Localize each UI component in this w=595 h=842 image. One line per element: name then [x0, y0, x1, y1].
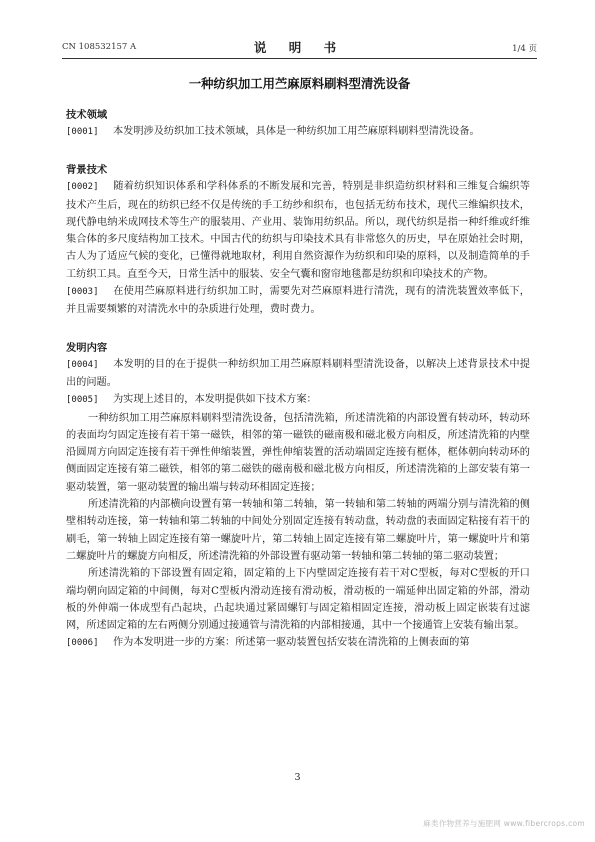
paragraph-text: 作为本发明进一步的方案：所述第一驱动装置包括安装在清洗箱的上侧表面的第 — [113, 637, 470, 649]
paragraph-number: [0004] — [66, 359, 99, 370]
document-title: 一种纺织加工用苎麻原料刷料型清洗设备 — [188, 76, 411, 91]
spacer — [66, 141, 530, 162]
header-rule — [62, 58, 537, 59]
publication-number: CN 108532157 A — [62, 42, 137, 52]
site-watermark: 麻类作物营养与施肥网 www.fibercrops.com — [423, 819, 585, 828]
paragraph-0005-part-c: 所述清洗箱的下部设置有固定箱，固定箱的上下内壁固定连接有若干对C型板，每对C型板的开口端均朝向固定箱的中间侧，每对C型板内滑动连接有滑动板，滑动板的一端延伸出固定箱的外部，滑动板的外伸端一体成型有凸起块，凸起块通过紧固螺钉与固定箱相固定连接，滑动板上固定嵌装有过滤网，所述固定箱的左右两侧分别通过接通管与清洗箱的内部相接通，其中一个接通管上安装有输出泵。 — [66, 568, 530, 632]
paragraph-text: 随着纺织知识体系和学科体系的不断发展和完善，特别是非织造纺织材料和三维复合编织等技术产生后，现在的纺织已经不仅是传统的手工纺纱和织布，也包括无纺布技术，现代三维编织技术，现代静电纳米成网技术等生产的服装用、产业用、装饰用纺织品。所以，现代纺织是指一种纤维或纤维集合体的多尺度结构加工技术。中国古代的纺织与印染技术具有非常悠久的历史，早在原始社会时期，古人为了适应气候的变化，已懂得就地取材，利用自然资源作为纺织和印染的原料，以及制造简单的手工纺织工具。直至今天，日常生活中的服装、安全气囊和窗帘地毯都是纺织和印染技术的产物。 — [66, 181, 530, 280]
page-header — [62, 38, 537, 56]
paragraph-0005-part-b: 所述清洗箱的内部横向设置有第一转轴和第二转轴，第一转轴和第二转轴的两端分别与清洗箱的侧壁相转动连接，第一转轴和第二转轴的中间处分别固定连接有转动盘，转动盘的表面固定粘接有若干的刷毛，第一转轴上固定连接有第一螺旋叶片，第二转轴上固定连接有第二螺旋叶片，第一螺旋叶片和第二螺旋叶片的螺旋方向相反，所述清洗箱的外部设置有驱动第一转轴和第二转轴的第二驱动装置； — [66, 499, 530, 562]
paragraph-0002 — [66, 178, 530, 283]
section-heading-field: 技术领域 — [66, 109, 108, 121]
spacer — [66, 319, 530, 340]
paragraph-text: 为实现上述目的，本发明提供如下技术方案： — [113, 394, 317, 406]
paragraph-0005 — [66, 391, 530, 409]
paragraph-text: 在使用苎麻原料进行纺织加工时，需要先对苎麻原料进行清洗，现有的清洗装置效率低下，并且需要频繁的对清洗水中的杂质进行处理，费时费力。 — [66, 286, 530, 316]
paragraph-number: [0003] — [66, 287, 99, 298]
paragraph-0005-part-a: 一种纺织加工用苎麻原料刷料型清洗设备，包括清洗箱，所述清洗箱的内部设置有转动环，转动环的表面均匀固定连接有若干第一磁铁，相邻的第一磁铁的磁南极和磁北极方向相反，所述清洗箱的内壁沿圆周方向固定连接有若干弹性伸缩装置，弹性伸缩装置的活动端固定连接有框体，框体朝向转动环的侧面固定连接有第二磁铁，相邻的第二磁铁的磁南极和磁北极方向相反，所述清洗箱的上部安装有第一驱动装置，第一驱动装置的输出端与转动环相固定连接； — [66, 412, 530, 493]
paragraph-0003 — [66, 283, 530, 319]
document-type: 说 明 书 — [253, 40, 346, 55]
section-heading-summary: 发明内容 — [66, 341, 108, 354]
page-number: 3 — [294, 772, 301, 783]
paragraph-text: 本发明的目的在于提供一种纺织加工用苎麻原料刷料型清洗设备，以解决上述背景技术中提出的问题。 — [66, 358, 530, 388]
paragraph-0006 — [66, 634, 530, 652]
document-body — [66, 107, 530, 653]
page-of-total: 1/4 页 — [512, 44, 537, 54]
paragraph-number: [0006] — [66, 638, 99, 649]
paragraph-text: 本发明涉及纺织加工技术领域，具体是一种纺织加工用苎麻原料刷料型清洗设备。 — [113, 126, 480, 137]
section-heading-background: 背景技术 — [66, 164, 108, 177]
paragraph-number: [0002] — [66, 182, 99, 193]
paragraph-number: [0001] — [66, 127, 99, 137]
paragraph-0001 — [66, 123, 530, 141]
paragraph-number: [0005] — [66, 395, 99, 406]
paragraph-0004 — [66, 356, 530, 392]
